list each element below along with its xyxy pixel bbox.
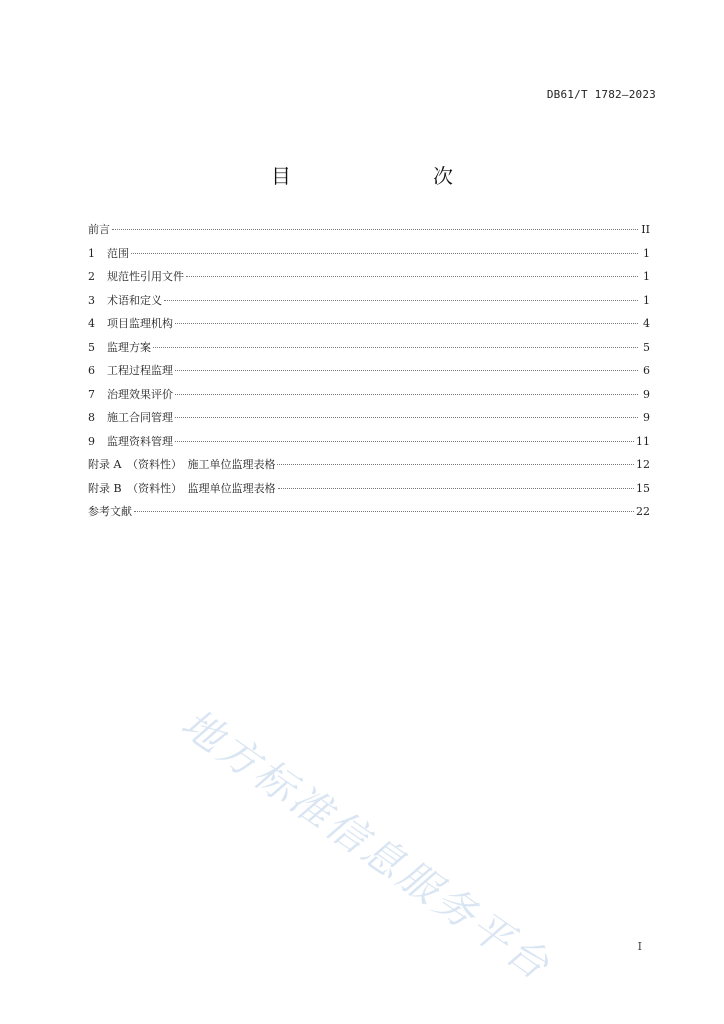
toc-number: 2 <box>88 270 95 283</box>
toc-leader <box>134 511 634 512</box>
toc-label: 范围 <box>107 246 129 260</box>
toc-label: 工程过程监理 <box>107 364 173 377</box>
toc-entry-appendix-b[interactable] <box>88 477 650 501</box>
toc-entry-appendix-a[interactable] <box>88 453 650 477</box>
watermark: 地方标准信息服务平台 <box>172 700 560 991</box>
toc-entry-foreword[interactable] <box>88 218 650 242</box>
toc-label: 附录 B （资料性） 监理单位监理表格 <box>88 481 276 495</box>
toc-page: 1 <box>643 246 650 260</box>
toc-leader <box>278 488 634 489</box>
toc-entry-5[interactable] <box>88 336 650 360</box>
toc-page: 4 <box>643 317 650 330</box>
toc-number: 9 <box>88 434 95 448</box>
toc-page: 22 <box>636 505 650 518</box>
toc-page: 12 <box>636 458 650 471</box>
toc-page: 5 <box>643 340 650 354</box>
toc-label: 施工合同管理 <box>107 411 173 424</box>
toc-leader <box>153 347 638 348</box>
toc-entry-3[interactable] <box>88 289 650 313</box>
page-title: 目 次 <box>271 164 487 188</box>
toc-page: 11 <box>636 434 650 448</box>
toc-leader <box>175 417 638 418</box>
toc-number: 5 <box>88 340 95 354</box>
toc-page: 15 <box>636 481 650 495</box>
toc-page: 1 <box>643 293 650 307</box>
toc-page: II <box>641 223 650 236</box>
toc-entry-9[interactable] <box>88 430 650 454</box>
toc-leader <box>175 323 638 324</box>
document-code: DB61/T 1782—2023 <box>546 88 656 101</box>
toc-page: 9 <box>643 387 650 401</box>
toc-label: 治理效果评价 <box>107 387 173 401</box>
toc-page: 9 <box>643 411 650 424</box>
table-of-contents <box>88 218 650 524</box>
toc-page: 6 <box>643 364 650 377</box>
toc-leader <box>112 229 638 230</box>
toc-number: 3 <box>88 293 95 307</box>
toc-leader <box>175 394 638 395</box>
toc-label: 参考文献 <box>88 505 132 518</box>
toc-entry-1[interactable] <box>88 242 650 266</box>
toc-entry-4[interactable] <box>88 312 650 336</box>
toc-label: 附录 A （资料性） 施工单位监理表格 <box>88 458 276 471</box>
toc-number: 6 <box>88 364 95 377</box>
toc-label: 项目监理机构 <box>107 317 173 330</box>
toc-leader <box>175 441 634 442</box>
toc-leader <box>186 276 638 277</box>
toc-leader <box>175 370 638 371</box>
toc-leader <box>164 300 638 301</box>
toc-entry-2[interactable] <box>88 265 650 289</box>
toc-page: 1 <box>643 270 650 283</box>
toc-label: 术语和定义 <box>107 293 162 307</box>
toc-label: 前言 <box>88 223 110 236</box>
toc-number: 7 <box>88 387 95 401</box>
toc-entry-6[interactable] <box>88 359 650 383</box>
toc-number: 4 <box>88 317 95 330</box>
toc-number: 1 <box>88 246 95 260</box>
toc-leader <box>277 464 634 465</box>
toc-label: 监理资料管理 <box>107 434 173 448</box>
toc-number: 8 <box>88 411 95 424</box>
toc-entry-7[interactable] <box>88 383 650 407</box>
toc-entry-references[interactable] <box>88 500 650 524</box>
toc-label: 监理方案 <box>107 340 151 354</box>
toc-entry-8[interactable] <box>88 406 650 430</box>
toc-leader <box>131 253 638 254</box>
page-number: I <box>637 940 642 953</box>
toc-label: 规范性引用文件 <box>107 270 184 283</box>
